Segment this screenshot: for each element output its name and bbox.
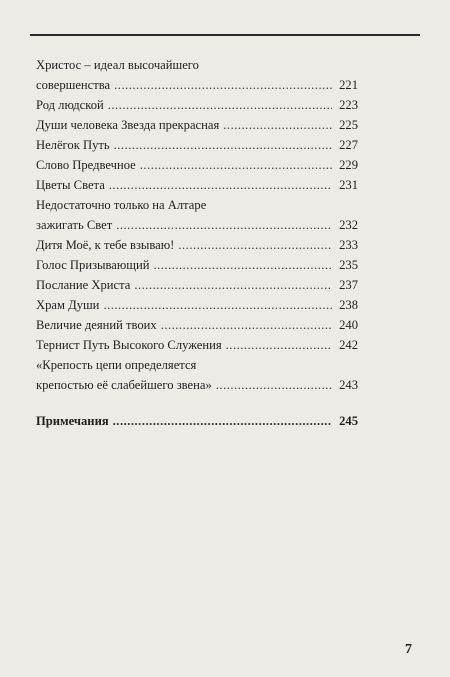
toc-leader (226, 335, 332, 355)
toc-title: совершенства (36, 78, 111, 92)
toc-title: Души человека Звезда прекрасная (36, 118, 220, 132)
toc-leader (216, 375, 332, 395)
toc-entry (36, 335, 358, 355)
toc-page: 227 (339, 138, 358, 152)
toc-leader (114, 75, 332, 95)
toc-entry (36, 95, 358, 115)
top-rule (30, 34, 420, 36)
toc-title: Храм Души (36, 298, 100, 312)
toc-entry (36, 75, 358, 95)
toc-page: 232 (339, 218, 358, 232)
toc-notes-entry (36, 411, 358, 431)
toc-entry (36, 235, 358, 255)
toc-entry (36, 275, 358, 295)
toc-page: 245 (339, 414, 358, 428)
toc-leader (108, 95, 332, 115)
toc-title: Величие деяний твоих (36, 318, 157, 332)
toc-leader (178, 235, 332, 255)
toc-leader (113, 411, 332, 431)
toc-leader (103, 295, 332, 315)
toc-entry (36, 155, 358, 175)
toc-title: Голос Призывающий (36, 258, 150, 272)
toc-page: 223 (339, 98, 358, 112)
toc-page: 242 (339, 338, 358, 352)
toc-entry (36, 175, 358, 195)
toc-page: 225 (339, 118, 358, 132)
table-of-contents (36, 55, 358, 431)
toc-leader (109, 175, 332, 195)
toc-page: 243 (339, 378, 358, 392)
toc-title: Тернист Путь Высокого Служения (36, 338, 222, 352)
toc-title: Слово Предвечное (36, 158, 136, 172)
toc-leader (153, 255, 332, 275)
toc-page: 231 (339, 178, 358, 192)
toc-entry (36, 295, 358, 315)
toc-entry (36, 135, 358, 155)
toc-entry (36, 315, 358, 335)
toc-title: Цветы Света (36, 178, 105, 192)
toc-entry-line1: «Крепость цепи определяется (36, 358, 197, 372)
toc-title: Примечания (36, 414, 109, 428)
toc-title: зажигать Свет (36, 218, 113, 232)
toc-page: 237 (339, 278, 358, 292)
toc-page: 233 (339, 238, 358, 252)
toc-page: 238 (339, 298, 358, 312)
toc-page: 235 (339, 258, 358, 272)
toc-title: Род людской (36, 98, 104, 112)
toc-leader (223, 115, 332, 135)
toc-page: 240 (339, 318, 358, 332)
toc-leader (116, 215, 332, 235)
toc-entry (36, 375, 358, 395)
toc-leader (114, 135, 332, 155)
toc-page: 221 (339, 78, 358, 92)
toc-leader (161, 315, 332, 335)
toc-title: Нелёгок Путь (36, 138, 110, 152)
toc-entry (36, 115, 358, 135)
toc-entry (36, 255, 358, 275)
toc-entry-line1: Недостаточно только на Алтаре (36, 198, 207, 212)
toc-leader (140, 155, 332, 175)
toc-entry-line1: Христос – идеал высочайшего (36, 58, 199, 72)
toc-title: Послание Христа (36, 278, 131, 292)
toc-entry (36, 215, 358, 235)
page-number: 7 (405, 642, 412, 657)
toc-leader (134, 275, 332, 295)
toc-title: крепостью её слабейшего звена» (36, 378, 212, 392)
toc-page: 229 (339, 158, 358, 172)
toc-title: Дитя Моё, к тебе взываю! (36, 238, 175, 252)
